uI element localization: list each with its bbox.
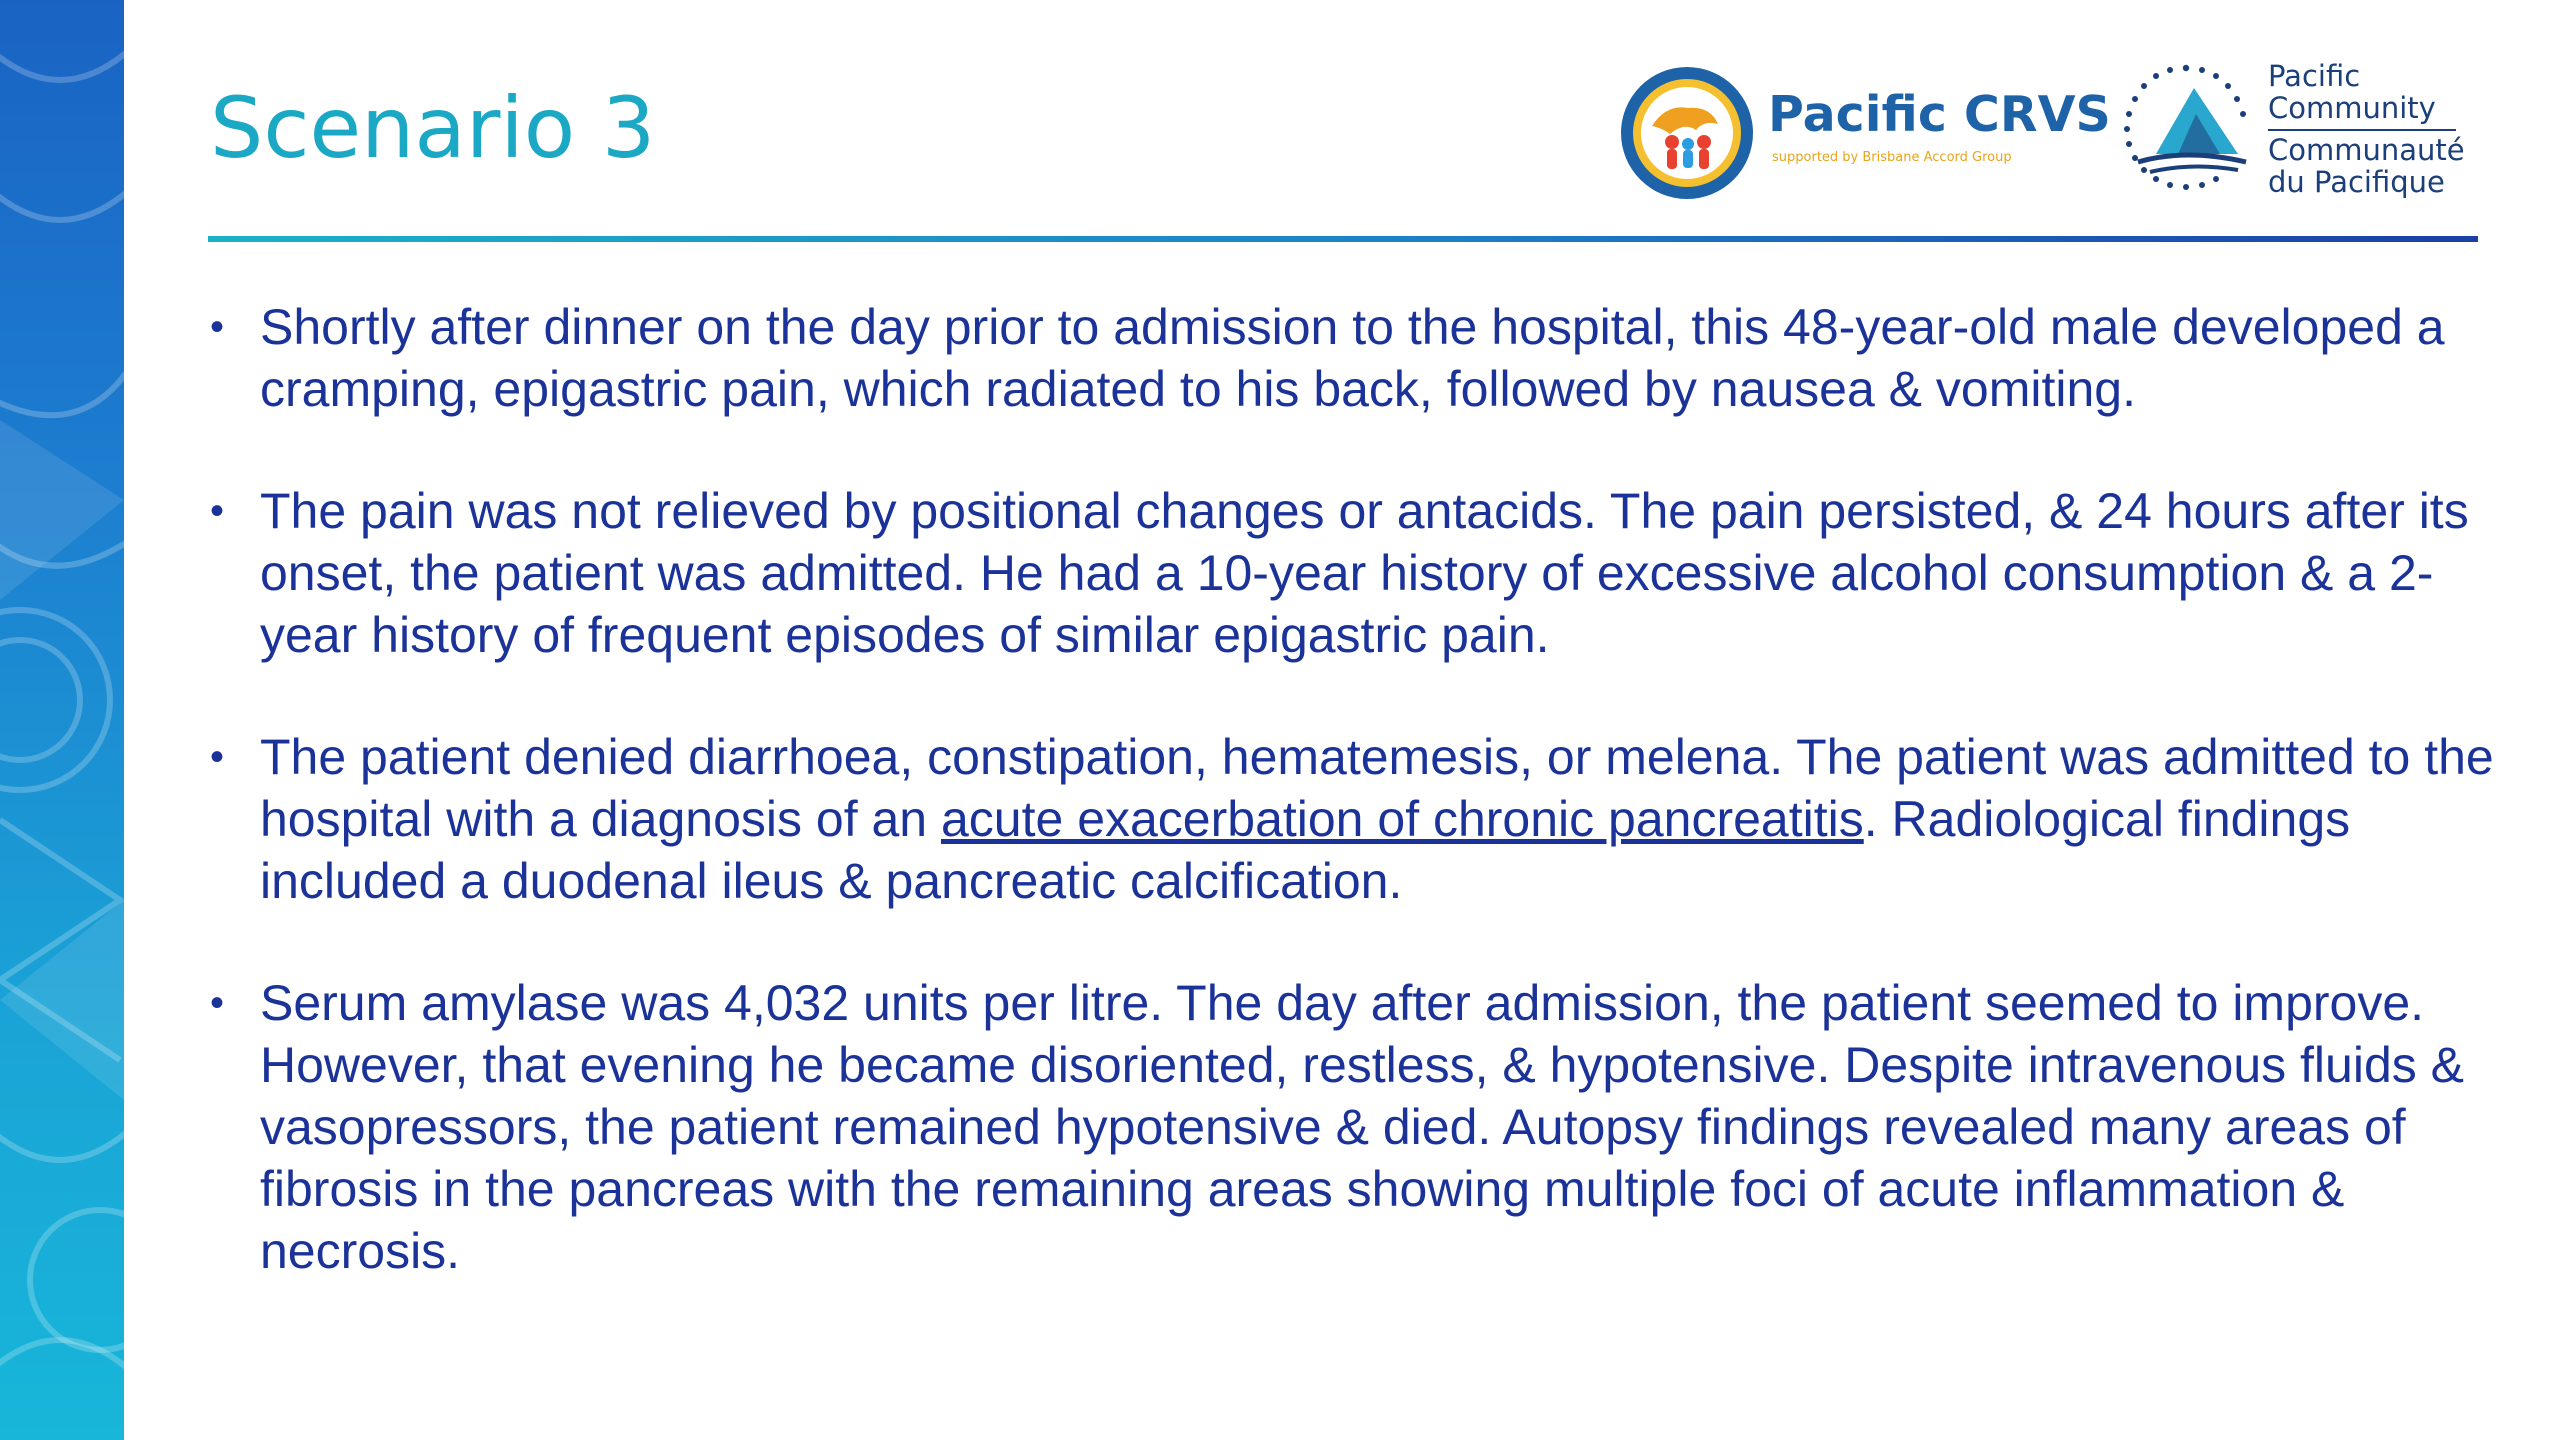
diagnosis-link: acute exacerbation of chronic pancreatitis bbox=[940, 791, 1864, 847]
bullet-text: Shortly after dinner on the day prior to admission to the hospital, this 48-year-old male developed a cramping, epigastric pain, which radiated to his back, followed by nausea & vomiting. bbox=[260, 299, 2445, 417]
bullet-icon: • bbox=[210, 735, 225, 779]
spc-emblem-icon bbox=[2116, 58, 2256, 198]
bullet-icon: • bbox=[210, 981, 225, 1025]
bullet-text: Serum amylase was 4,032 units per litre. The day after admission, the patient seemed to improve. However, that evening he became disoriented, restless, & hypotensive. Despite intravenous fluids & vasopressors, the patient remained hypotensive & died. Autopsy findings revealed many areas of fibrosis in the pancreas with the remaining areas showing multiple foci of acute inflammation & necrosis. bbox=[260, 975, 2465, 1279]
bullet-text-after: . Radiological findings included a duodenal ileus & pancreatic calcification. bbox=[260, 791, 2351, 909]
crvs-logo-text: Pacific CRVS bbox=[1768, 86, 2111, 143]
spc-divider bbox=[2268, 129, 2456, 131]
spc-line-4: du Pacifique bbox=[2268, 165, 2445, 199]
bullet-item bbox=[210, 296, 2500, 420]
spc-line-1: Pacific bbox=[2268, 59, 2361, 93]
bullet-item bbox=[210, 726, 2500, 912]
spc-line-2: Community bbox=[2268, 91, 2436, 125]
bullet-icon: • bbox=[210, 305, 225, 349]
bullet-item bbox=[210, 480, 2500, 666]
band-pattern-graphic bbox=[0, 0, 124, 1440]
bullet-icon: • bbox=[210, 489, 225, 533]
bullet-text-before: The patient denied diarrhoea, constipation, hematemesis, or melena. The patient was admitted to the hospital with a diagnosis of an bbox=[260, 729, 2494, 847]
spc-name-french bbox=[2268, 134, 2465, 198]
slide-title: Scenario 3 bbox=[210, 79, 656, 177]
bullet-text: The pain was not relieved by positional changes or antacids. The pain persisted, & 24 hours after its onset, the patient was admitted. He had a 10-year history of excessive alcohol consumption & a 2-year history of frequent episodes of similar epigastric pain. bbox=[260, 483, 2469, 663]
spc-line-3: Communauté bbox=[2268, 133, 2465, 167]
title-underline-rule bbox=[208, 236, 2478, 242]
crvs-emblem-icon bbox=[1618, 64, 1756, 202]
bullet-item bbox=[210, 972, 2500, 1282]
crvs-logo-tagline: supported by Brisbane Accord Group bbox=[1772, 150, 2012, 165]
pacific-crvs-logo bbox=[1618, 64, 2111, 204]
bullet-list bbox=[210, 296, 2500, 1342]
pacific-community-logo bbox=[2116, 58, 2496, 208]
side-decorative-band bbox=[0, 0, 124, 1440]
spc-name-english bbox=[2268, 60, 2436, 124]
